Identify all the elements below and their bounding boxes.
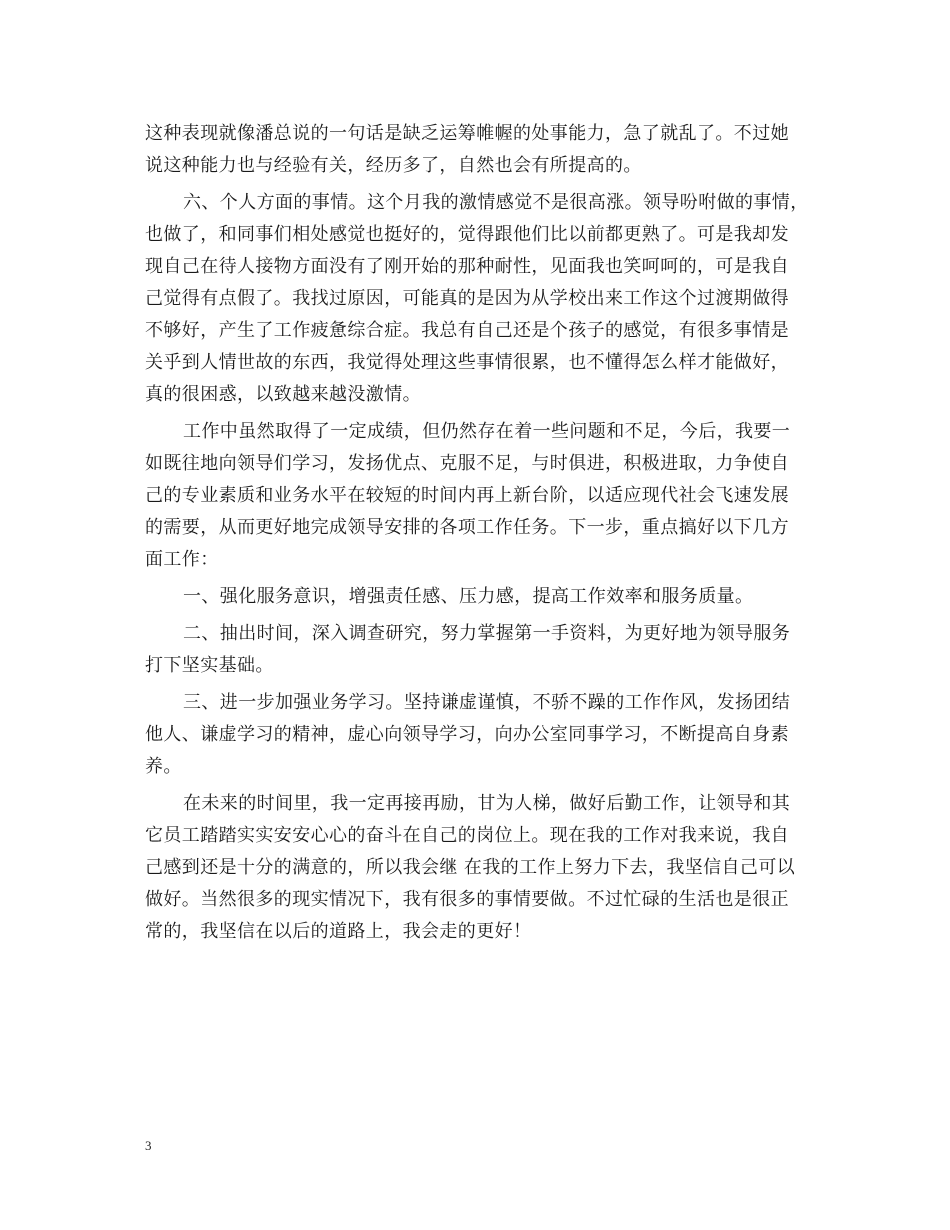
- text-line: 一、强化服务意识，增强责任感、压力感，提高工作效率和服务质量。: [183, 586, 754, 607]
- text-line: 他人、谦虚学习的精神，虚心向领导学习，向办公室同事学习，不断提高自身素: [145, 724, 789, 745]
- text-line: 也做了，和同事们相处感觉也挺好的，觉得跟他们比以前都更熟了。可是我却发: [145, 224, 789, 245]
- text-line: 现自己在待人接物方面没有了刚开始的那种耐性，见面我也笑呵呵的，可是我自: [145, 256, 789, 277]
- text-line: 面工作：: [145, 549, 219, 570]
- text-line: 养。: [145, 756, 182, 777]
- text-line: 说这种能力也与经验有关，经历多了，自然也会有所提高的。: [145, 155, 642, 176]
- text-line: 打下坚实基础。: [145, 655, 274, 676]
- document-body: [145, 118, 810, 948]
- text-line: 的需要，从而更好地完成领导安排的各项工作任务。下一步，重点搞好以下几方: [145, 517, 789, 538]
- text-line: 己感到还是十分的满意的，所以我会继 在我的工作上努力下去，我坚信自己可以: [145, 857, 796, 878]
- text-line: 它员工踏踏实实安安心心的奋斗在自己的岗位上。现在我的工作对我来说，我自: [145, 825, 789, 846]
- text-line: 二、抽出时间，深入调查研究，努力掌握第一手资料，为更好地为领导服务: [183, 623, 791, 644]
- text-line: 己的专业素质和业务水平在较短的时间内再上新台阶，以适应现代社会飞速发展: [145, 485, 789, 506]
- text-line: 三、进一步加强业务学习。坚持谦虚谨慎，不骄不躁的工作作风，发扬团结: [183, 692, 791, 713]
- text-line: 己觉得有点假了。我找过原因，可能真的是因为从学校出来工作这个过渡期做得: [145, 288, 789, 309]
- text-line: 关乎到人情世故的东西，我觉得处理这些事情很累，也不懂得怎么样才能做好，: [145, 352, 789, 373]
- text-line: 做好。当然很多的现实情况下，我有很多的事情要做。不过忙碌的生活也是很正: [145, 889, 789, 910]
- text-line: 不够好，产生了工作疲惫综合症。我总有自己还是个孩子的感觉，有很多事情是: [145, 320, 789, 341]
- text-line: 如既往地向领导们学习，发扬优点、克服不足，与时俱进，积极进取，力争使自: [145, 453, 789, 474]
- page-number: 3: [145, 1138, 152, 1153]
- text-line: 六、个人方面的事情。这个月我的激情感觉不是很高涨。领导吩咐做的事情，: [183, 192, 809, 213]
- text-line: 在未来的时间里，我一定再接再励，甘为人梯，做好后勤工作，让领导和其: [183, 793, 791, 814]
- text-line: 常的，我坚信在以后的道路上，我会走的更好！: [145, 921, 532, 942]
- text-line: 工作中虽然取得了一定成绩，但仍然存在着一些问题和不足，今后，我要一: [183, 421, 791, 442]
- text-line: 真的很困惑，以致越来越没激情。: [145, 384, 421, 405]
- text-line: 这种表现就像潘总说的一句话是缺乏运筹帷幄的处事能力，急了就乱了。不过她: [145, 123, 789, 144]
